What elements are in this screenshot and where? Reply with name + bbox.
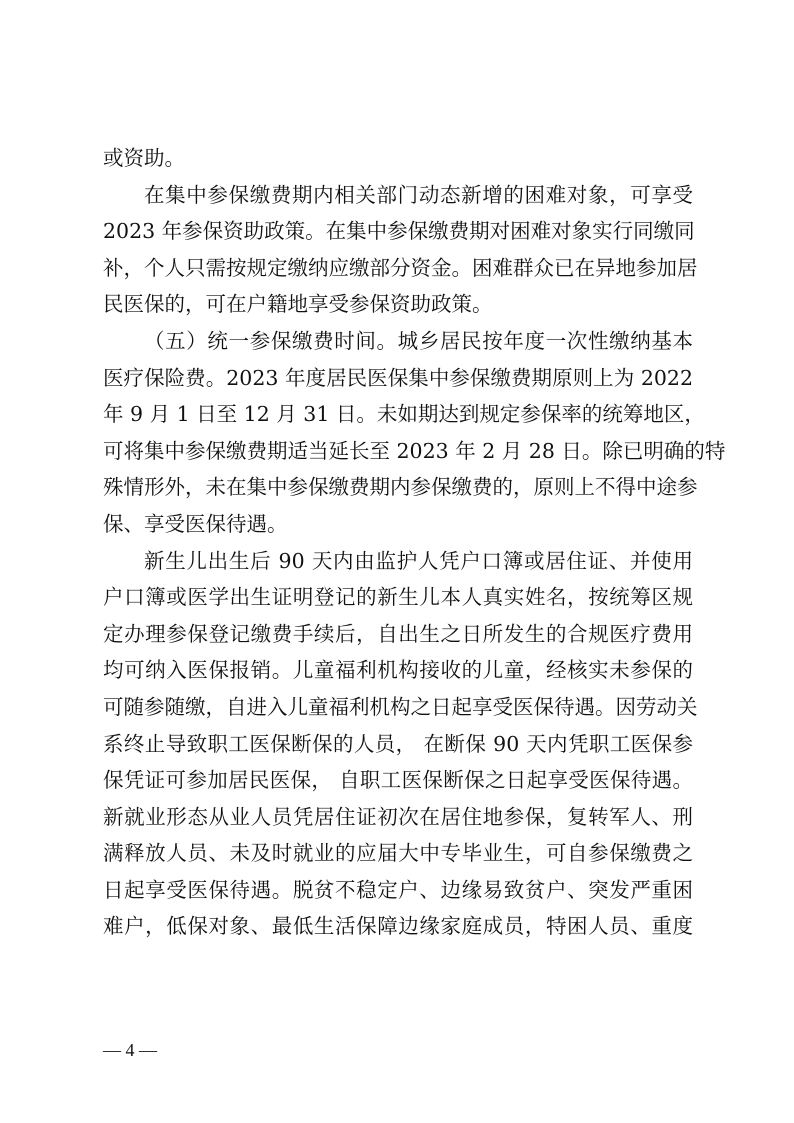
text-line: 系终止导致职工医保断保的人员， 在断保 90 天内凭职工医保参 — [103, 731, 693, 756]
text-line: 日起享受医保待遇。脱贫不稳定户、边缘易致贫户、突发严重困 — [103, 877, 693, 902]
text-line: 补，个人只需按规定缴纳应缴部分资金。困难群众已在异地参加居 — [103, 255, 698, 280]
text-line: 保凭证可参加居民医保， 自职工医保断保之日起享受医保待遇。 — [103, 768, 693, 793]
text-line: 在集中参保缴费期内相关部门动态新增的困难对象，可享受 — [144, 182, 693, 207]
text-line: 或资助。 — [103, 146, 185, 170]
text-line: 可将集中参保缴费期适当延长至 2023 年 2 月 28 日。除已明确的特 — [103, 438, 726, 463]
section-heading-line: （五）统一参保缴费时间。城乡居民按年度一次性缴纳基本 — [144, 328, 693, 353]
text-line: 可随参随缴，自进入儿童福利机构之日起享受医保待遇。因劳动关 — [103, 694, 698, 719]
text-line: 年 9 月 1 日至 12 月 31 日。未如期达到规定参保率的统筹地区， — [103, 402, 705, 427]
text-line: 定办理参保登记缴费手续后，自出生之日所发生的合规医疗费用 — [103, 621, 693, 646]
text-line: 新就业形态从业人员凭居住证初次在居住地参保，复转军人、刑 — [103, 804, 693, 829]
text-line: 满释放人员、未及时就业的应届大中专毕业生，可自参保缴费之 — [103, 841, 693, 866]
text-line: 难户，低保对象、最低生活保障边缘家庭成员，特困人员、重度 — [103, 914, 693, 939]
text-line: 保、享受医保待遇。 — [103, 511, 288, 536]
text-line: 民医保的，可在户籍地享受参保资助政策。 — [103, 292, 493, 317]
page-number: — 4 — — [103, 1040, 157, 1060]
text-line: 殊情形外，未在集中参保缴费期内参保缴费的，原则上不得中途参 — [103, 475, 698, 500]
text-line: 新生儿出生后 90 天内由监护人凭户口簿或居住证、并使用 — [144, 548, 693, 573]
text-line: 医疗保险费。2023 年度居民医保集中参保缴费期原则上为 2022 — [103, 365, 693, 390]
text-line: 均可纳入医保报销。儿童福利机构接收的儿童，经核实未参保的 — [103, 658, 693, 683]
text-line: 2023 年参保资助政策。在集中参保缴费期对困难对象实行同缴同 — [103, 219, 695, 244]
document-body — [103, 140, 726, 945]
text-line: 户口簿或医学出生证明登记的新生儿本人真实姓名，按统筹区规 — [103, 585, 693, 610]
